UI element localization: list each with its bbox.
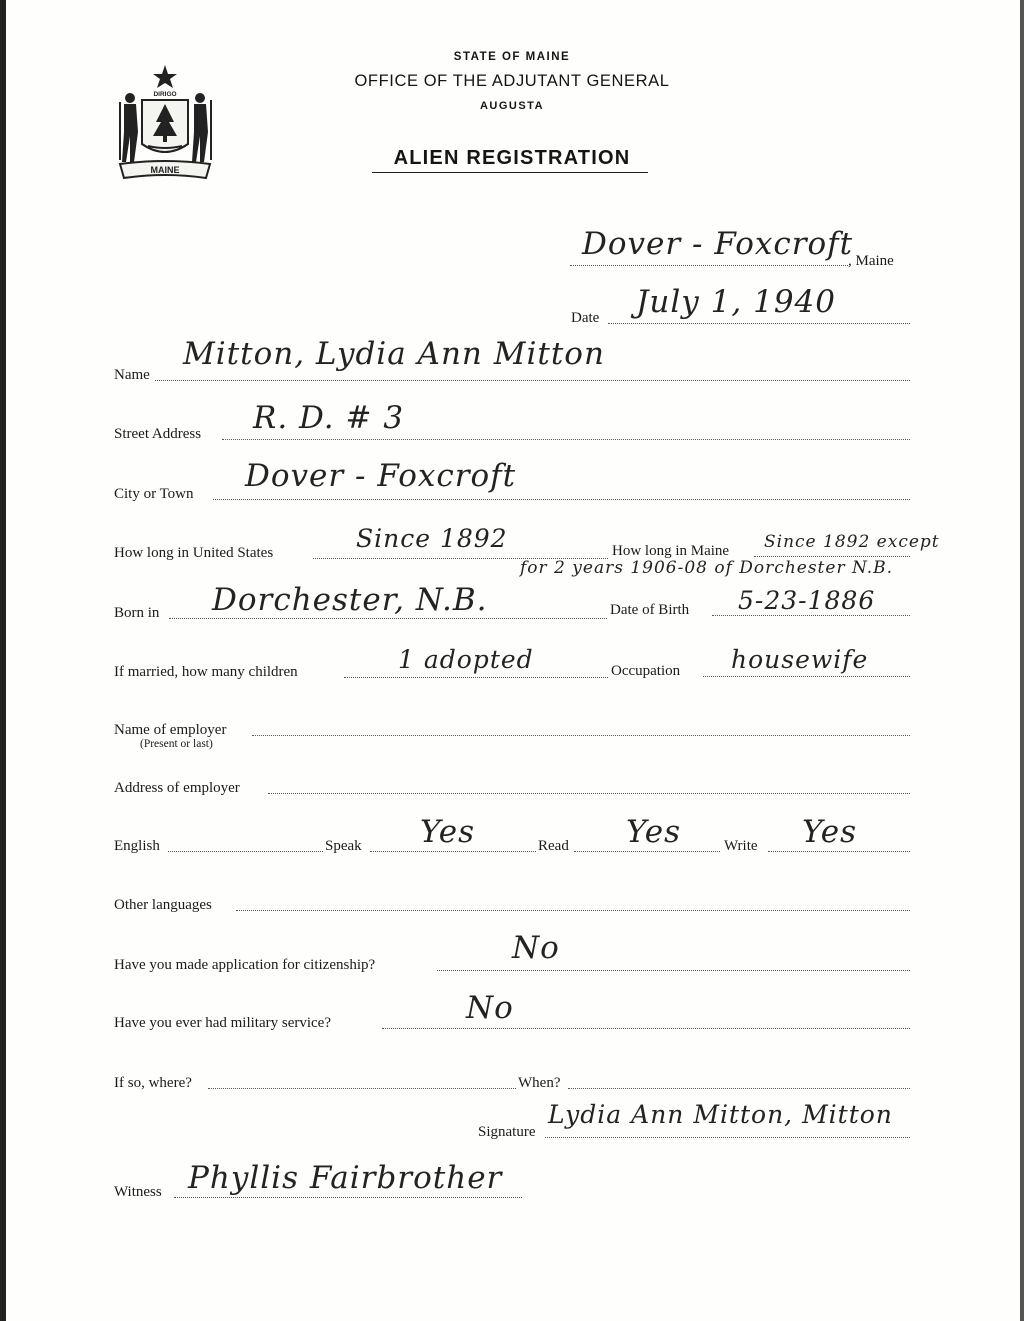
write-line xyxy=(768,851,910,852)
street-label: Street Address xyxy=(114,426,202,442)
city-line xyxy=(213,499,910,500)
street-value[interactable]: R. D. # 3 xyxy=(253,400,405,436)
maine-years-value-2[interactable]: for 2 years 1906-08 of Dorchester N.B. xyxy=(520,558,894,578)
speak-line xyxy=(370,851,536,852)
dob-label: Date of Birth xyxy=(610,602,690,618)
write-label: Write xyxy=(724,838,758,854)
place-suffix: , Maine xyxy=(848,253,894,269)
speak-value[interactable]: Yes xyxy=(420,814,476,850)
us-years-label: How long in United States xyxy=(114,545,274,561)
citizenship-line xyxy=(437,970,910,971)
children-line xyxy=(344,677,608,678)
city-label: City or Town xyxy=(114,486,194,502)
us-years-value[interactable]: Since 1892 xyxy=(356,524,508,553)
occupation-label: Occupation xyxy=(611,663,681,679)
signature-label: Signature xyxy=(478,1124,536,1140)
born-label: Born in xyxy=(114,605,160,621)
witness-value[interactable]: Phyllis Fairbrother xyxy=(188,1160,503,1196)
citizenship-label: Have you made application for citizenship? xyxy=(114,957,376,973)
write-value[interactable]: Yes xyxy=(802,814,858,850)
born-line xyxy=(169,618,607,619)
title-underline xyxy=(372,172,648,173)
name-value[interactable]: Mitton, Lydia Ann Mitton xyxy=(183,336,605,372)
read-value[interactable]: Yes xyxy=(626,814,682,850)
occupation-value[interactable]: housewife xyxy=(731,645,869,674)
employer-label: Name of employer xyxy=(114,722,227,738)
date-value[interactable]: July 1, 1940 xyxy=(636,284,836,320)
other-languages-line[interactable] xyxy=(236,910,910,911)
occupation-line xyxy=(703,676,910,677)
street-line xyxy=(222,439,910,440)
maine-years-label: How long in Maine xyxy=(612,543,730,559)
date-label: Date xyxy=(571,310,600,326)
city-value[interactable]: Dover - Foxcroft xyxy=(245,458,517,494)
read-line xyxy=(574,851,720,852)
employer-line[interactable] xyxy=(252,735,910,736)
when-line[interactable] xyxy=(568,1088,910,1089)
employer-address-label: Address of employer xyxy=(114,780,240,796)
employer-address-line[interactable] xyxy=(268,793,910,794)
children-value[interactable]: 1 adopted xyxy=(398,645,534,674)
english-label: English xyxy=(114,838,160,854)
signature-value[interactable]: Lydia Ann Mitton, Mitton xyxy=(548,1100,893,1129)
name-line xyxy=(155,380,910,381)
form-title: ALIEN REGISTRATION xyxy=(393,147,631,169)
maine-years-line xyxy=(754,556,910,557)
english-line xyxy=(168,851,323,852)
scan-edge-left xyxy=(0,0,6,1321)
witness-label: Witness xyxy=(114,1184,162,1200)
military-value[interactable]: No xyxy=(466,990,514,1026)
date-line xyxy=(608,323,910,324)
read-label: Read xyxy=(538,838,569,854)
speak-label: Speak xyxy=(325,838,362,854)
header-state: STATE OF MAINE xyxy=(453,51,571,63)
dob-line xyxy=(712,615,910,616)
born-value[interactable]: Dorchester, N.B. xyxy=(212,582,488,618)
where-label: If so, where? xyxy=(114,1075,192,1091)
place-line xyxy=(570,265,848,266)
employer-sublabel: (Present or last) xyxy=(140,738,213,750)
dob-value[interactable]: 5-23-1886 xyxy=(738,586,876,615)
citizenship-value[interactable]: No xyxy=(512,930,560,966)
place-value[interactable]: Dover - Foxcroft xyxy=(582,226,854,262)
military-line xyxy=(382,1028,910,1029)
name-label: Name xyxy=(114,367,150,383)
children-label: If married, how many children xyxy=(114,664,298,680)
header-city: AUGUSTA xyxy=(479,100,545,112)
signature-line xyxy=(545,1137,910,1138)
seal-motto: DIRIGO xyxy=(153,91,177,98)
military-label: Have you ever had military service? xyxy=(114,1015,331,1031)
when-label: When? xyxy=(518,1075,561,1091)
other-languages-label: Other languages xyxy=(114,897,212,913)
witness-line xyxy=(174,1197,522,1198)
scan-edge-right xyxy=(1020,0,1024,1321)
seal-ribbon: MAINE xyxy=(150,165,180,175)
header-office: OFFICE OF THE ADJUTANT GENERAL xyxy=(354,72,670,90)
maine-years-value[interactable]: Since 1892 except xyxy=(764,532,940,552)
where-line[interactable] xyxy=(208,1088,516,1089)
